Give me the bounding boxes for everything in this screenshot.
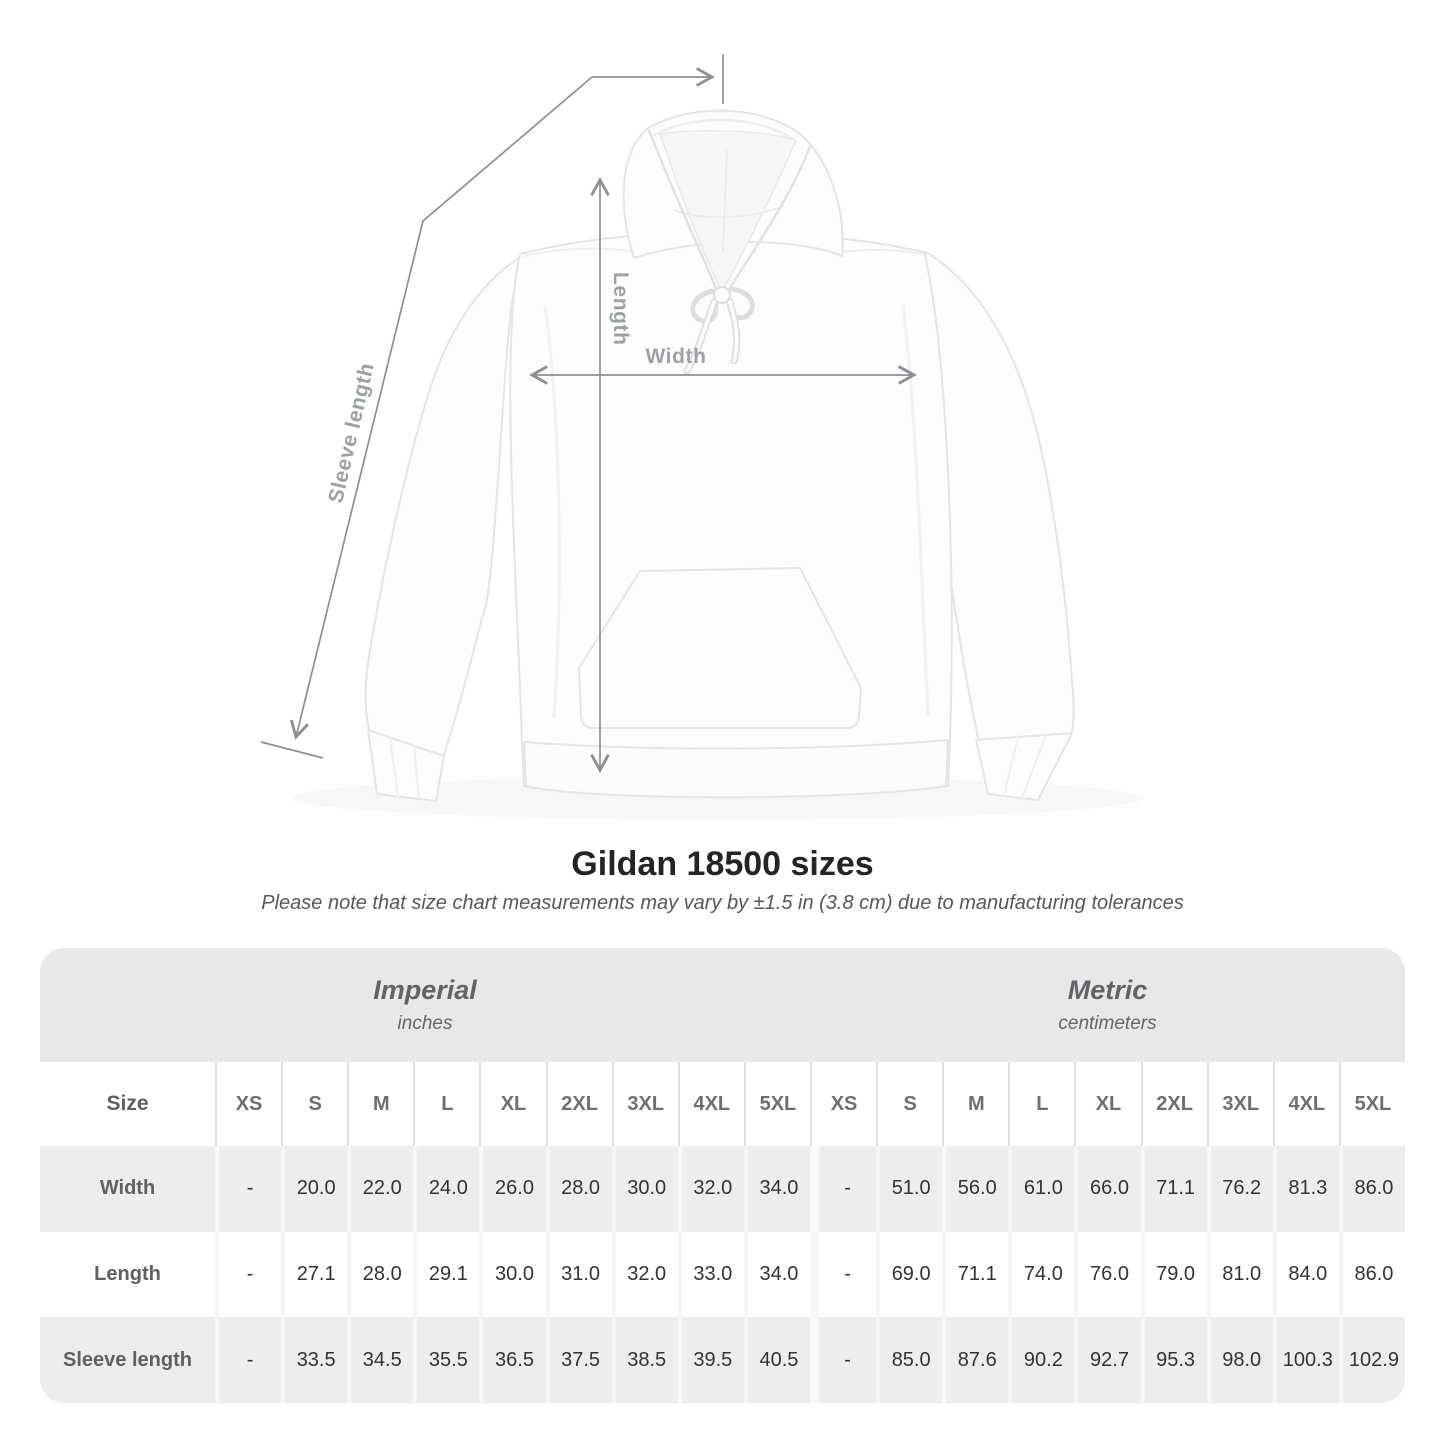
cell-value: 98.0 (1207, 1317, 1273, 1403)
sleeve-end-tick (261, 742, 323, 758)
cell-value: 76.2 (1207, 1146, 1273, 1232)
cell-value: - (810, 1317, 876, 1403)
cell-value: 51.0 (876, 1146, 942, 1232)
cell-value: 36.5 (479, 1317, 545, 1403)
size-table (40, 948, 1405, 1403)
cell-value: 33.5 (281, 1317, 347, 1403)
size-column-header: Size (106, 1092, 149, 1115)
cell-value: 35.5 (413, 1317, 479, 1403)
cell-value: 74.0 (1008, 1232, 1074, 1318)
cell-value: 28.0 (546, 1146, 612, 1232)
column-header: S (876, 1062, 942, 1146)
cell-value: 71.1 (942, 1232, 1008, 1318)
column-header: 3XL (1207, 1062, 1273, 1146)
table-row (40, 1146, 1405, 1232)
column-header: 5XL (1339, 1062, 1405, 1146)
column-header: M (942, 1062, 1008, 1146)
cell-value: 95.3 (1141, 1317, 1207, 1403)
cell-value: 32.0 (678, 1146, 744, 1232)
imperial-section-header (40, 948, 810, 1062)
cell-value: 85.0 (876, 1317, 942, 1403)
cell-value: 71.1 (1141, 1146, 1207, 1232)
row-label: Width (99, 1177, 156, 1200)
cell-value: 100.3 (1273, 1317, 1339, 1403)
cell-value: 33.0 (678, 1232, 744, 1318)
page-title: Gildan 18500 sizes (571, 845, 874, 883)
cell-value: 34.0 (744, 1146, 810, 1232)
column-header: 4XL (1273, 1062, 1339, 1146)
imperial-label: Imperial (373, 975, 477, 1005)
table-row (40, 1232, 1405, 1318)
cell-value: 38.5 (612, 1317, 678, 1403)
table-row (40, 1317, 1405, 1403)
cell-value: - (215, 1232, 281, 1318)
cell-value: 24.0 (413, 1146, 479, 1232)
cell-value: 61.0 (1008, 1146, 1074, 1232)
sleeve-length-measurement-label: Sleeve length (324, 360, 379, 506)
column-header: 2XL (1141, 1062, 1207, 1146)
cell-value: 56.0 (942, 1146, 1008, 1232)
imperial-unit-label: inches (397, 1013, 453, 1034)
cell-value: 84.0 (1273, 1232, 1339, 1318)
column-header: L (413, 1062, 479, 1146)
cell-value: - (215, 1146, 281, 1232)
cell-value: 79.0 (1141, 1232, 1207, 1318)
metric-unit-label: centimeters (1058, 1013, 1157, 1034)
cell-value: 22.0 (347, 1146, 413, 1232)
cell-value: 28.0 (347, 1232, 413, 1318)
cell-value: 34.0 (744, 1232, 810, 1318)
cell-value: 32.0 (612, 1232, 678, 1318)
column-header: 4XL (678, 1062, 744, 1146)
column-header: XL (1074, 1062, 1140, 1146)
metric-label: Metric (1067, 975, 1148, 1005)
cell-value: 102.9 (1339, 1317, 1405, 1403)
row-label: Length (94, 1263, 161, 1285)
length-measurement-label: Length (609, 272, 632, 346)
cell-value: 86.0 (1339, 1232, 1405, 1318)
tolerance-note: Please note that size chart measurements may vary by ±1.5 in (3.8 cm) due to manufacturing tolerances (261, 892, 1184, 914)
cell-value: 69.0 (876, 1232, 942, 1318)
cell-value: 76.0 (1074, 1232, 1140, 1318)
cell-value: 30.0 (612, 1146, 678, 1232)
cell-value: 40.5 (744, 1317, 810, 1403)
column-header: 5XL (744, 1062, 810, 1146)
cell-value: 90.2 (1008, 1317, 1074, 1403)
column-header: XL (479, 1062, 545, 1146)
cell-value: 34.5 (347, 1317, 413, 1403)
column-header: XS (810, 1062, 876, 1146)
row-label: Sleeve length (63, 1348, 192, 1371)
cell-value: 27.1 (281, 1232, 347, 1318)
cell-value: 92.7 (1074, 1317, 1140, 1403)
cell-value: - (215, 1317, 281, 1403)
width-measurement-label: Width (645, 345, 707, 368)
column-header: XS (215, 1062, 281, 1146)
column-header: 2XL (546, 1062, 612, 1146)
column-header: L (1008, 1062, 1074, 1146)
cell-value: 81.0 (1207, 1232, 1273, 1318)
unit-system-band (40, 948, 1405, 1062)
cell-value: - (810, 1146, 876, 1232)
cell-value: 30.0 (479, 1232, 545, 1318)
cell-value: 81.3 (1273, 1146, 1339, 1232)
cell-value: 86.0 (1339, 1146, 1405, 1232)
cell-value: 37.5 (546, 1317, 612, 1403)
cell-value: 66.0 (1074, 1146, 1140, 1232)
waistband (524, 740, 948, 797)
cell-value: 20.0 (281, 1146, 347, 1232)
cell-value: - (810, 1232, 876, 1318)
cell-value: 26.0 (479, 1146, 545, 1232)
column-header: M (347, 1062, 413, 1146)
column-header: 3XL (612, 1062, 678, 1146)
cell-value: 29.1 (413, 1232, 479, 1318)
cell-value: 31.0 (546, 1232, 612, 1318)
table-body (40, 1146, 1405, 1403)
cell-value: 39.5 (678, 1317, 744, 1403)
table-header-row (40, 1062, 1405, 1146)
column-header: S (281, 1062, 347, 1146)
cell-value: 87.6 (942, 1317, 1008, 1403)
metric-section-header (810, 948, 1405, 1062)
left-sleeve (365, 256, 522, 758)
